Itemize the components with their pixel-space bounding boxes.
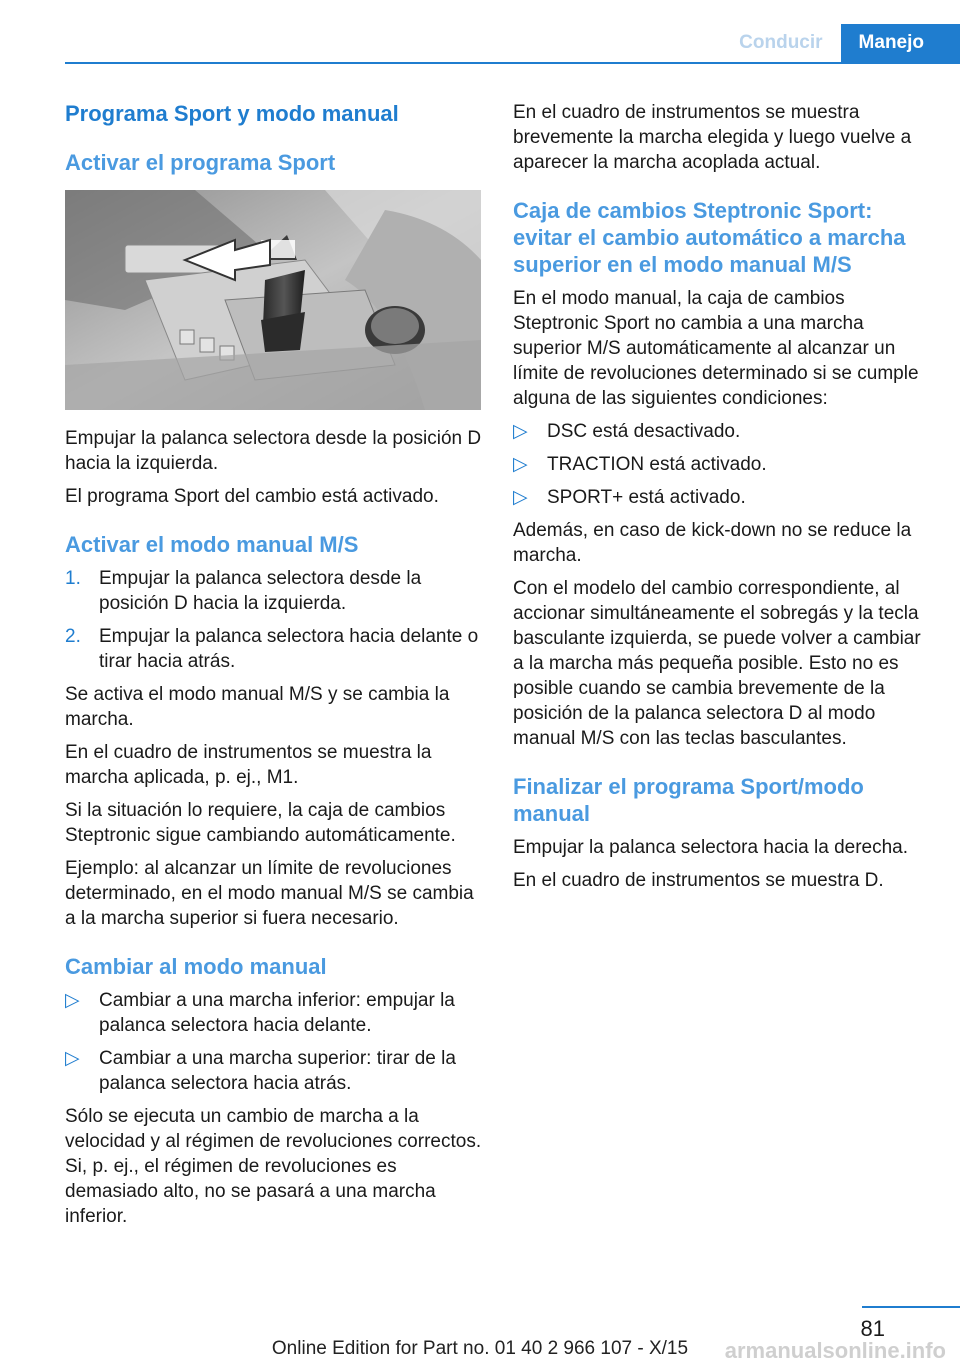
paragraph: Ejemplo: al alcanzar un límite de revoluciones determinado, en el modo manual M/S se cambia a la marcha superior si fuera necesario.: [65, 858, 474, 929]
list-item: [65, 988, 483, 1038]
paragraph: Se activa el modo manual M/S y se cambia la marcha.: [65, 684, 450, 730]
left-column: [65, 100, 483, 1237]
step-text: Empujar la palanca selectora desde la posición D hacia la izquierda.: [99, 568, 422, 614]
list-item: [513, 452, 933, 477]
edition-note: Online Edition for Part no. 01 40 2 966 107 - X/15: [271, 1338, 689, 1359]
triangle-bullet-icon: ▷: [65, 1048, 80, 1069]
bullet-text: DSC está desactivado.: [547, 421, 741, 442]
watermark: armanualsonline.info: [724, 1338, 946, 1363]
section-heading-manual-ms: Activar el modo manual M/S: [65, 532, 359, 557]
tab-conducir[interactable]: Conducir: [721, 24, 840, 62]
paragraph: Empujar la palanca selectora desde la posición D hacia la izquierda.: [65, 428, 482, 474]
chapter-tabs: [721, 24, 960, 62]
list-item: [513, 419, 933, 444]
tab-manejo[interactable]: Manejo: [841, 24, 960, 62]
paragraph: Sólo se ejecuta un cambio de marcha a la velocidad y al régimen de revoluciones correctos. Si, p. ej., el régimen de revoluciones es demasiado alto, no se pasará a una marcha inferior.: [65, 1106, 482, 1227]
list-item: [65, 624, 483, 674]
step-number: 2.: [65, 626, 81, 647]
paragraph: En el cuadro de instrumentos se muestra brevemente la marcha elegida y luego vuelve a aparecer la marcha acoplada actual.: [513, 102, 912, 173]
bullet-text: Cambiar a una marcha inferior: empujar la palanca selectora hacia delante.: [99, 990, 455, 1036]
list-item: [513, 485, 933, 510]
section-heading-finish: Finalizar el programa Sport/modo manual: [513, 774, 864, 826]
bullet-text: SPORT+ está activado.: [547, 487, 746, 508]
step-text: Empujar la palanca selectora hacia delante o tirar hacia atrás.: [99, 626, 479, 672]
triangle-bullet-icon: ▷: [513, 454, 528, 475]
bullet-text: TRACTION está activado.: [547, 454, 767, 475]
header-divider: [65, 62, 960, 64]
paragraph: En el modo manual, la caja de cambios Steptronic Sport no cambia a una marcha superior M/S automáticamente al alcanzar un límite de revoluciones determinado si se cumple alguna de las siguientes condiciones:: [513, 288, 919, 409]
list-item: [65, 1046, 483, 1096]
section-heading-change-manual: Cambiar al modo manual: [65, 954, 327, 979]
right-column: [513, 100, 933, 901]
bullet-list: [65, 988, 483, 1096]
list-item: [65, 566, 483, 616]
page-title: Programa Sport y modo manual: [65, 101, 399, 126]
triangle-bullet-icon: ▷: [513, 421, 528, 442]
paragraph: En el cuadro de instrumentos se muestra D.: [513, 870, 884, 891]
gear-selector-photo: [65, 190, 481, 410]
section-heading-sport: Activar el programa Sport: [65, 150, 336, 175]
paragraph: El programa Sport del cambio está activado.: [65, 486, 439, 507]
step-number: 1.: [65, 568, 81, 589]
section-heading-steptronic: Caja de cambios Steptronic Sport: evitar el cambio automático a marcha superior en el modo manual M/S: [513, 198, 906, 277]
triangle-bullet-icon: ▷: [513, 487, 528, 508]
triangle-bullet-icon: ▷: [65, 990, 80, 1011]
steps-list: [65, 566, 483, 674]
paragraph: En el cuadro de instrumentos se muestra la marcha aplicada, p. ej., M1.: [65, 742, 432, 788]
paragraph: Empujar la palanca selectora hacia la derecha.: [513, 837, 909, 858]
bullet-list: [513, 419, 933, 510]
paragraph: Si la situación lo requiere, la caja de cambios Steptronic sigue cambiando automáticamente.: [65, 800, 456, 846]
footer-divider: [862, 1306, 960, 1308]
paragraph: Además, en caso de kick-down no se reduce la marcha.: [513, 520, 912, 566]
bullet-text: Cambiar a una marcha superior: tirar de la palanca selectora hacia atrás.: [99, 1048, 456, 1094]
paragraph: Con el modelo del cambio correspondiente, al accionar simultáneamente el sobregás y la tecla basculante izquierda, se puede volver a cambiar a la marcha más pequeña posible. Esto no es posible cuando se cambia brevemente de la posición de la palanca selectora D al modo manual M/S con las teclas basculantes.: [513, 578, 921, 749]
page-number: 81: [860, 1316, 885, 1341]
